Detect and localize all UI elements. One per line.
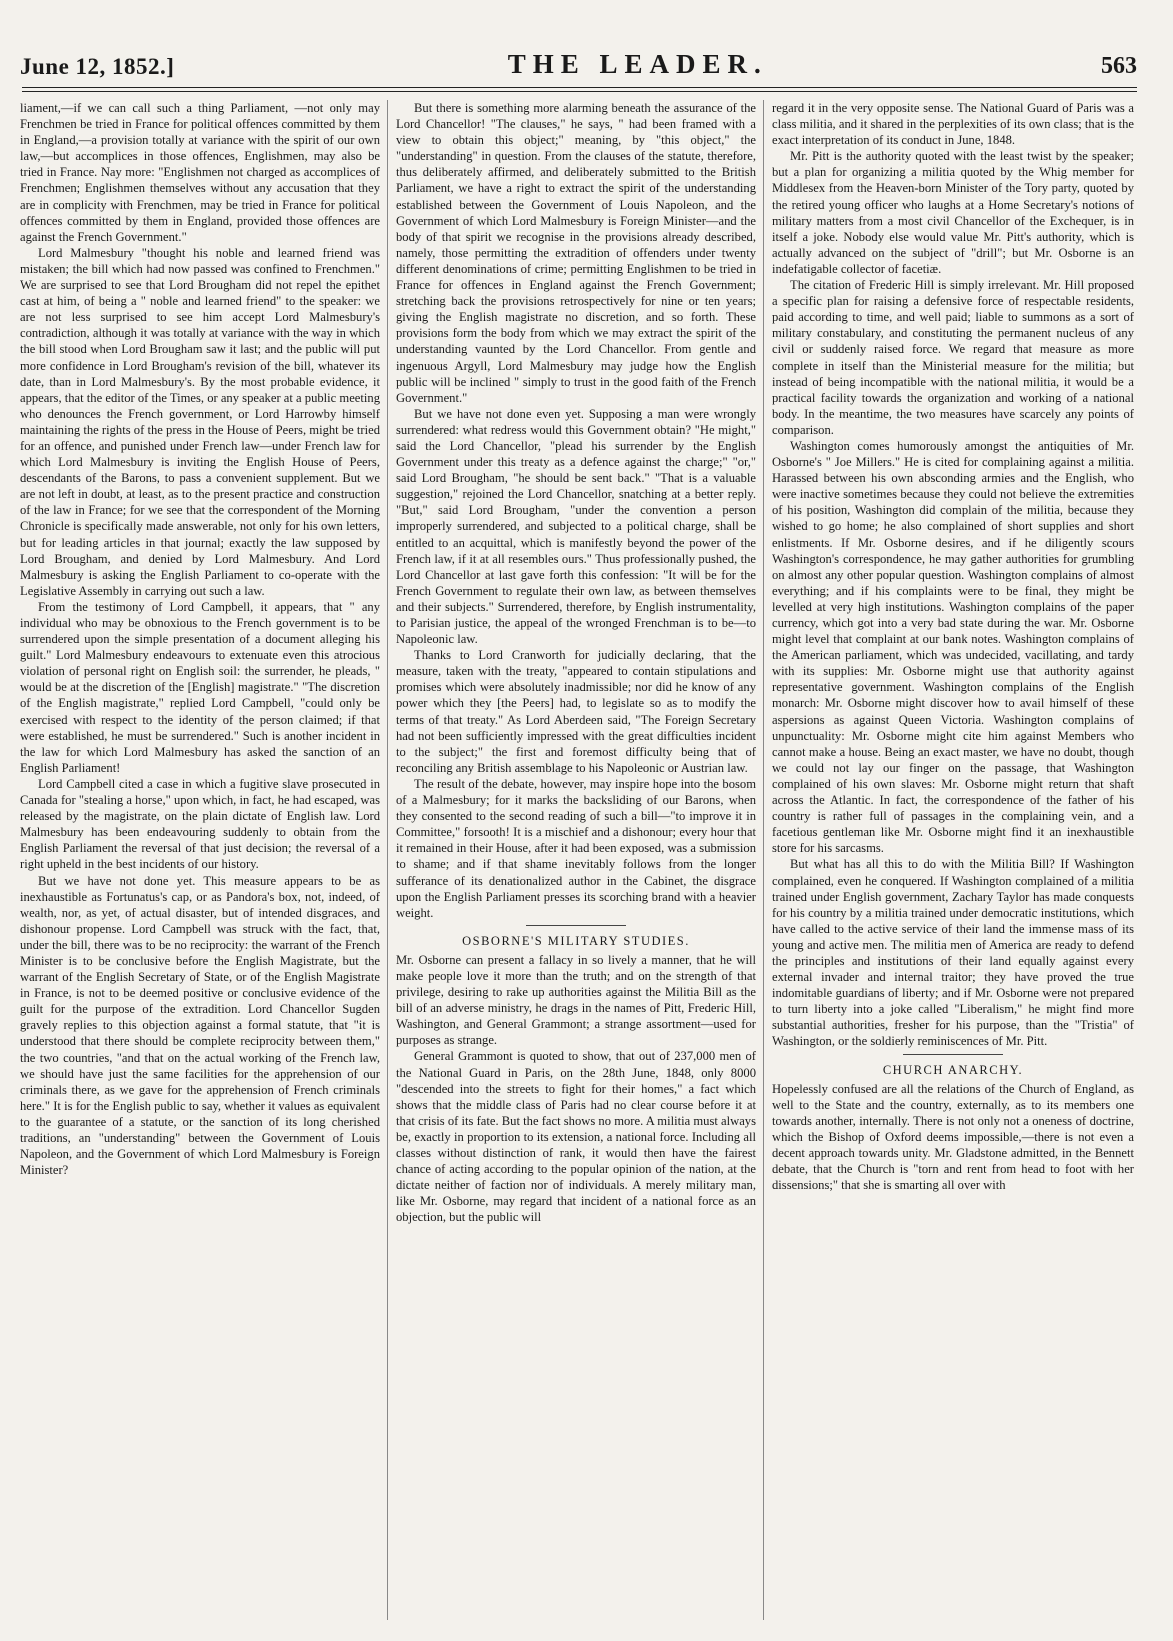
paragraph: Lord Campbell cited a case in which a fugitive slave prosecuted in Canada for "stealing a horse," upon which, in fact, he had escaped, was released by the magistrate, on the plain dictate of English law. Lord Malmesbury has been endeavouring suddenly to obtain from the English Parliament the reversal of that just decision; the reversal of a right upheld in the best incidents of our history. (20, 776, 380, 872)
paragraph: regard it in the very opposite sense. The National Guard of Paris was a class militia, and it shared in the perplexities of its own class; that is the exact interpretation of its conduct in June, 1848. (772, 101, 1134, 148)
section-rule (903, 1054, 1003, 1055)
paragraph: Mr. Pitt is the authority quoted with the least twist by the speaker; but a plan for organizing a militia quoted by the Whig member for Middlesex from the Heaven-born Minister of the Tory party, quoted by the retired young officer who laughs at a Home Secretary's notions of military matters from a most civil Chancellor of the Exchequer, is in itself a joke. Nobody else would value Mr. Pitt's authority, which is actually advanced on the subject of "drill"; but Mr. Osborne is an indefatigable collector of facetiæ. (772, 149, 1134, 276)
paragraph: From the testimony of Lord Campbell, it appears, that " any individual who may be obnoxious to the French government is to be surrendered upon the simple presentation of a document alleging his guilt." Lord Malmesbury endeavours to extenuate even this atrocious violation of personal right on English soil: the surrender, he pleads, " would be at the discretion of the [English] magistrate." "The discretion of the English magistrate," replied Lord Campbell, "could only be exercised with respect to the identity of the person claimed; if that were established, he must be surrendered." Such is another incident in the law for which Lord Malmesbury has asked the sanction of an English Parliament! (20, 599, 380, 775)
masthead-title: THE LEADER. (507, 49, 768, 79)
column-1 (20, 100, 380, 1630)
paragraph: liament,—if we can call such a thing Parliament, —not only may Frenchmen be tried in France for political offences committed by them in England,—a provision totally at variance with the spirit of our own law,—but accomplices in those offences, Englishmen, may also be tried in France. Nay more: "Englishmen not charged as accomplices of Frenchmen; Englishmen themselves without any accusation that they are in complicity with Frenchmen, may be tried in France for political offences committed by them in England, provided those offences are against the French Government." (20, 101, 380, 244)
paragraph: But we have not done yet. This measure appears to be as inexhaustible as Fortunatus's cap, or as Pandora's box, not, indeed, of wealth, nor, as yet, of actual disaster, but of intended disgraces, and dishonour propense. Lord Campbell was struck with the fact, that, under the bill, there was to be no reciprocity: the warrant of the French Minister is to be conclusive before the English Magistrate, but the warrant of the English Secretary of State, or of the English Magistrate in France, is not to be deemed positive or conclusive evidence of the guilt for the purpose of the extradition. Lord Chancellor Sugden gravely replies to this objection against a formal statute, that "it is understood that there should be complete reciprocity between them," the two countries, "and that on the actual working of the French law, we should have just the same facilities for the apprehension of our criminals there, as we gave for the apprehension of French criminals here." It is for the English public to say, whether it values as equivalent to the guarantee of a statute, or the sanction of its long cherished traditions, an "understanding" between the Government of Louis Napoleon, and the Government of which Lord Malmesbury is Foreign Minister? (20, 873, 380, 1178)
section-heading-osborne: OSBORNE'S MILITARY STUDIES. (462, 933, 690, 948)
column-divider (387, 100, 388, 1620)
paragraph: The citation of Frederic Hill is simply irrelevant. Mr. Hill proposed a specific plan for raising a defensive force of respectable residents, paid according to time, and well paid; liable to summons as a sort of military constabulary, and constituting the permanent nucleus of any civil or suddenly raised force. We regard that measure as more complete in itself than the Ministerial measure for the militia; but instead of being incompatible with the national militia, it would be a practical facility towards the organization and working of a national body. In the meantime, the two measures have scarcely any points of comparison. (772, 278, 1134, 437)
paragraph: The result of the debate, however, may inspire hope into the bosom of a Malmesbury; for it marks the backsliding of our Barons, when they consented to the second reading of such a bill—"to improve it in Committee," forsooth! It is a mischief and a dishonour; every hour that it remained in their House, after it had been exposed, was a submission to shame; and if that shame inevitably follows from the longer sufferance of its denationalized author in the Cabinet, the disgrace upon the English Parliament presses its scorching brand with a heavier weight. (396, 776, 756, 920)
paragraph: Hopelessly confused are all the relations of the Church of England, as well to the State and the country, externally, as to its members one towards another, internally. There is not only not a oneness of doctrine, which the Bishop of Oxford deems impossible,—there is not even a decent approach towards unity. Mr. Gladstone admitted, in the Bennett debate, that the Church is "torn and rent from head to foot with her dissensions;" that she is smarting all over with (772, 1081, 1134, 1193)
page-number: 563 (1101, 53, 1137, 79)
paragraph: But we have not done even yet. Supposing a man were wrongly surrendered: what redress would this Government obtain? "He might," said the Lord Chancellor, "plead his surrender by the English Government under this treaty as a defence against the charge;" "or," said Lord Brougham, "he should be sent back." "That is a valuable suggestion," rejoined the Lord Chancellor, snatching at a better reply. "But," said Lord Brougham, "under the convention a person improperly surrendered, and subjected to a political charge, shall be entitled to an acquittal, which is manifestly beyond the power of the French law, if it at all resembles ours." Thus professionally pushed, the Lord Chancellor at last gave forth this confession: "It will be for the French Government to regulate their own law, as between themselves and their subjects." Surrendered, therefore, by English instrumentality, to Parisian justice, the appeal of the wronged Frenchman is to be—to Napoleonic law. (396, 406, 756, 647)
paragraph: But what has all this to do with the Militia Bill? If Washington complained, even he conquered. If Washington complained of a militia trained under English government, Zachary Taylor has made conquests for his country by a militia trained under democratic institutions, which have called to the active service of their land the immense mass of its young and active men. The militia men of America are ready to defend the principles and institutions of their land equally against every external invader and internal traitor; they have proved the true indomitable guardians of liberty; and if Mr. Osborne were not prepared to turn liberty into a joke called "Liberalism," he might find more substantial authorities, fresher for his purpose, than the "Tristia" of Washington, or the soldierly reminiscences of Mr. Pitt. (772, 857, 1134, 1049)
header-rule (22, 87, 1137, 88)
page-header (20, 44, 1137, 80)
section-heading-church: CHURCH ANARCHY. (882, 1062, 1024, 1077)
column-divider (763, 100, 764, 1620)
paragraph: Mr. Osborne can present a fallacy in so lively a manner, that he will make people love it more than the truth; and on the strength of that privilege, desiring to rake up authorities against the Militia Bill as the bill of an adverse ministry, he drags in the names of Pitt, Frederic Hill, Washington, and General Grammont; a strange assortment—used for purposes as strange. (396, 952, 756, 1048)
paragraph: Lord Malmesbury "thought his noble and learned friend was mistaken; the bill which had now passed was confined to Frenchmen." We are surprised to see that Lord Brougham did not repel the epithet cast at him, of being a " noble and learned friend" to the speaker: we are not less surprised to see him accept Lord Malmesbury's contradiction, although it was totally at variance with the way in which the bill stood when Lord Brougham saw it last; and the public will put more confidence in Lord Brougham's revision of the bill, whatever its date, than in Lord Malmesbury's. By the most probable evidence, it appears, that the editor of the Times, or any speaker at a public meeting who denounces the French government, or Lord Harrowby himself maintaining the rights of the press in the House of Peers, might be tried for an offence, and punished under French law—under French law for which Lord Malmesbury is inviting the English House of Peers, descendants of the Barons, to pass a convenient supplement. But we are not left in doubt, at least, as to the present practice and construction of the law in France; for we see that the correspondent of the Morning Chronicle is specifically made answerable, not only for his own letters, but for leading articles in that journal; exactly the law supposed by Lord Brougham, and denied by Lord Malmesbury. And Lord Malmesbury is asking the English Parliament to co-operate with the Legislative Assembly in carrying out such a law. (20, 245, 380, 598)
paragraph: Thanks to Lord Cranworth for judicially declaring, that the measure, taken with the treaty, "appeared to contain stipulations and promises which were absolutely inadmissible; nor did he know of any power which they [the Peers] had, to legislate so as to modify the terms of that treaty." As Lord Aberdeen said, "The Foreign Secretary had not been sufficiently impressed with the great difficulties incident to the subject;" the first and foremost difficulty being that of reconciling any British assemblage to his Napoleonic or Austrian law. (396, 648, 756, 775)
column-3 (772, 100, 1134, 1630)
paragraph: Washington comes humorously amongst the antiquities of Mr. Osborne's " Joe Millers." He is cited for complaining against a militia. Harassed between his own absconding armies and the English, who were inactive sometimes because they could not believe the extremities of his position, Washington did complain of the militia, because they wished to go home; he also complained of short supplies and short enlistments. If Mr. Osborne desires, and if he diligently scours Washington's correspondence, he may gather authorities for grumbling on almost any other popular question. Washington complains of almost everything; and if his complaints were to be final, they might be levelled at very high institutions. Washington complains of the paper currency, which got into a very bad state during the war. Mr. Osborne might level that complaint at our bank notes. Washington complains of the American parliament, which was undecided, vacillating, and tardy with its supplies: Mr. Osborne might use that authority against representative government. Washington complains of the English monarch: Mr. Osborne might discover how to avail himself of these aspersions as against Queen Victoria. Washington complains of unpunctuality: Mr. Osborne might cite him against Members who cannot make a house. Being an exact master, we have no doubt, though we could not lay our finger on the passage, that Washington complained of his own slaves: Mr. Osborne might return that shaft across the Atlantic. In fact, the correspondence of the father of his country is rather full of passages in the complaining vein, and a facetious gentleman like Mr. Osborne might find it an inexhaustible store for his sarcasms. (772, 438, 1134, 856)
issue-date: June 12, 1852.] (20, 54, 175, 79)
header-rule-thin (22, 91, 1137, 92)
section-rule (526, 925, 626, 926)
paragraph: But there is something more alarming beneath the assurance of the Lord Chancellor! "The clauses," he says, " had been framed with a view to obtain this object;" meaning, by "this object," the "understanding" in question. From the clauses of the statute, therefore, thus deliberately affirmed, and deliberately submitted to the British Parliament, we have a right to extract the spirit of the understanding established between the Government of Louis Napoleon, and the Government of which Lord Malmesbury is Foreign Minister—and the body of that spirit we recognise in the provisions already described, namely, those permitting the extradition of offenders under twenty different denominations of crime; permitting Englishmen to be tried in France for offences in England against the French Government; stretching back the provisions retrospectively for nine or ten years; giving the English magistrate no discretion, and so forth. These provisions form the body from which we may extract the spirit of the understanding vaunted by the Lord Chancellor. From gentle and ingenuous Argyll, Lord Malmesbury may judge how the English public will be inclined " simply to trust in the good faith of the French Government." (396, 101, 756, 405)
paragraph: General Grammont is quoted to show, that out of 237,000 men of the National Guard in Paris, on the 28th June, 1848, only 8000 "descended into the streets to fight for their homes," a fact which shows that the middle class of Paris had no clear course before it at that crisis of its fate. But the fact shows no more. A militia must always be, exactly in proportion to its extension, a national force. Including all classes without distinction of rank, it would then have the fairest chance of acting according to the popular opinion of the nation, at the dictate neither of faction nor of individuals. A merely military man, like Mr. Osborne, may regard that incident of a national force as an objection, but the public will (396, 1049, 756, 1225)
column-2 (396, 100, 756, 1630)
